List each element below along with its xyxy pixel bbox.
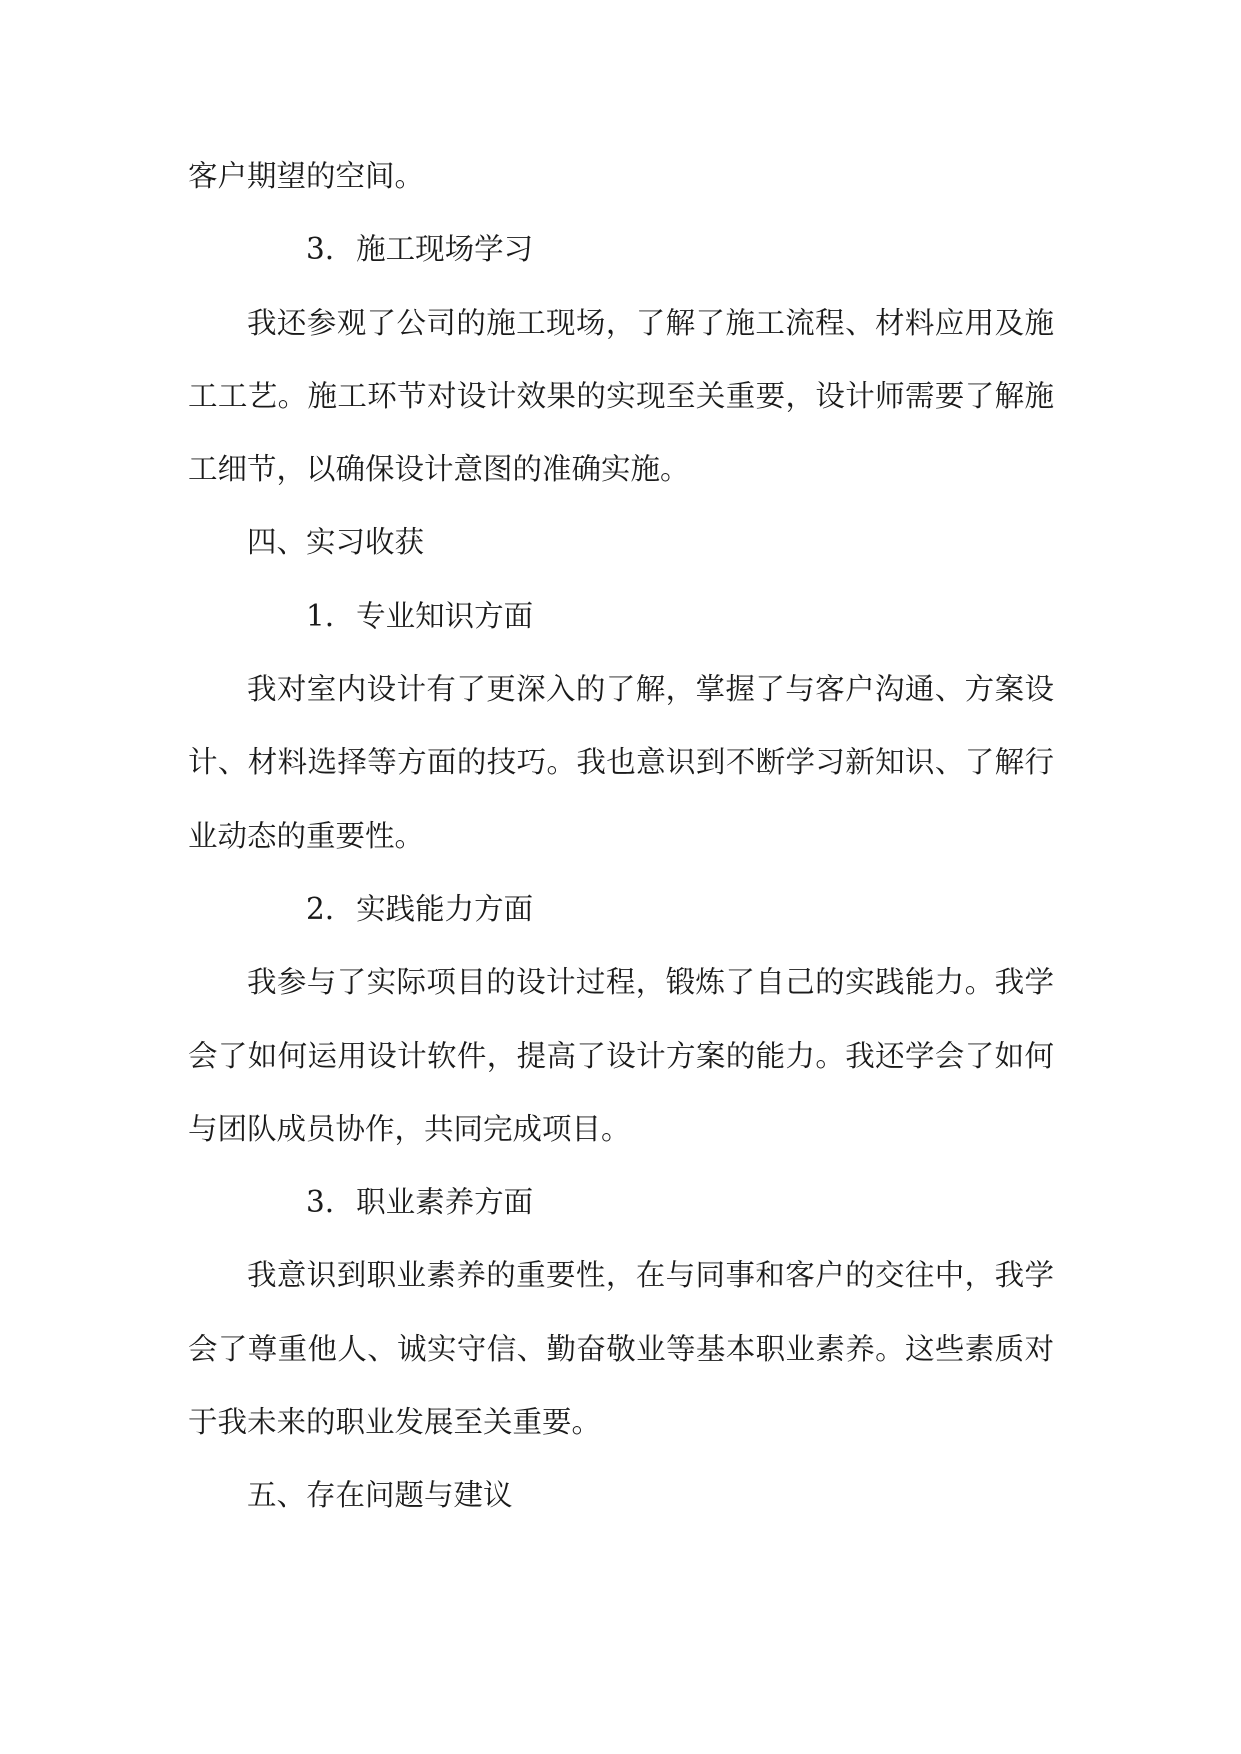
subheading-number: 3. [306,1185,335,1220]
subheading-construction-site [188,213,1054,286]
paragraph-practical-ability: 我参与了实际项目的设计过程，锻炼了自己的实践能力。我学会了如何运用设计软件，提高了设计方案的能力。我还学会了如何与团队成员协作，共同完成项目。 [188,965,1054,1146]
subheading-professional-knowledge [188,580,1054,653]
paragraph-professional-quality: 我意识到职业素养的重要性，在与同事和客户的交往中，我学会了尊重他人、诚实守信、勤奋敬业等基本职业素养。这些素质对于我未来的职业发展至关重要。 [188,1258,1054,1440]
subheading-number: 2. [306,891,335,926]
subheading-number: 3. [306,232,335,267]
paragraph-continuation: 客户期望的空间。 [188,159,425,193]
paragraph-construction-site: 我还参观了公司的施工现场，了解了施工流程、材料应用及施工工艺。施工环节对设计效果的实现至关重要，设计师需要了解施工细节，以确保设计意图的准确实施。 [188,305,1054,487]
section-heading-internship-gains: 四、实习收获 [247,525,425,560]
subheading-title: 施工现场学习 [356,232,534,267]
subheading-title: 专业知识方面 [356,598,534,633]
subheading-professional-quality [188,1166,1054,1239]
subheading-number: 1. [306,598,335,633]
document-body [188,140,1054,1533]
subheading-practical-ability [188,873,1054,946]
paragraph-professional-knowledge: 我对室内设计有了更深入的了解，掌握了与客户沟通、方案设计、材料选择等方面的技巧。我也意识到不断学习新知识、了解行业动态的重要性。 [188,672,1054,853]
subheading-title: 职业素养方面 [356,1185,534,1220]
subheading-title: 实践能力方面 [356,891,534,926]
section-heading-problems-suggestions: 五、存在问题与建议 [247,1478,513,1513]
